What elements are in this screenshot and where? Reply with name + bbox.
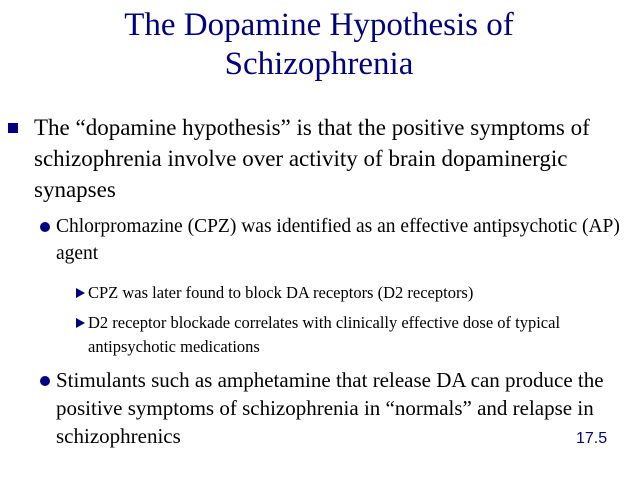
bullet-text: CPZ was later found to block DA receptors (D2 receptors): [88, 283, 474, 302]
circle-bullet-icon: [40, 376, 50, 386]
bullet-text: D2 receptor blockade correlates with clinically effective dose of typical antipsychotic medications: [88, 313, 561, 356]
slide-title-line-2: Schizophrenia: [224, 46, 414, 82]
triangle-bullet-icon: [76, 318, 85, 328]
slide-number: 17.5: [576, 430, 608, 447]
triangle-bullet-icon: [76, 288, 85, 298]
bullet-level-3: [76, 311, 632, 359]
bullet-text: Stimulants such as amphetamine that release DA can produce the positive symptoms of schizophrenia in “normals” and relapse in schizophrenics: [56, 368, 604, 448]
bullet-level-3: [76, 281, 632, 305]
bullet-level-2: [40, 366, 630, 450]
slide-title-line-1: The Dopamine Hypothesis of: [124, 7, 514, 43]
bullet-text: The “dopamine hypothesis” is that the positive symptoms of schizophrenia involve over activity of brain dopaminergic synapses: [34, 115, 590, 202]
bullet-level-1: [8, 112, 634, 205]
bullet-level-2: [40, 213, 630, 267]
slide-title: [0, 6, 638, 84]
square-bullet-icon: [8, 123, 18, 133]
circle-bullet-icon: [40, 222, 50, 232]
bullet-text: Chlorpromazine (CPZ) was identified as an effective antipsychotic (AP) agent: [56, 216, 620, 264]
